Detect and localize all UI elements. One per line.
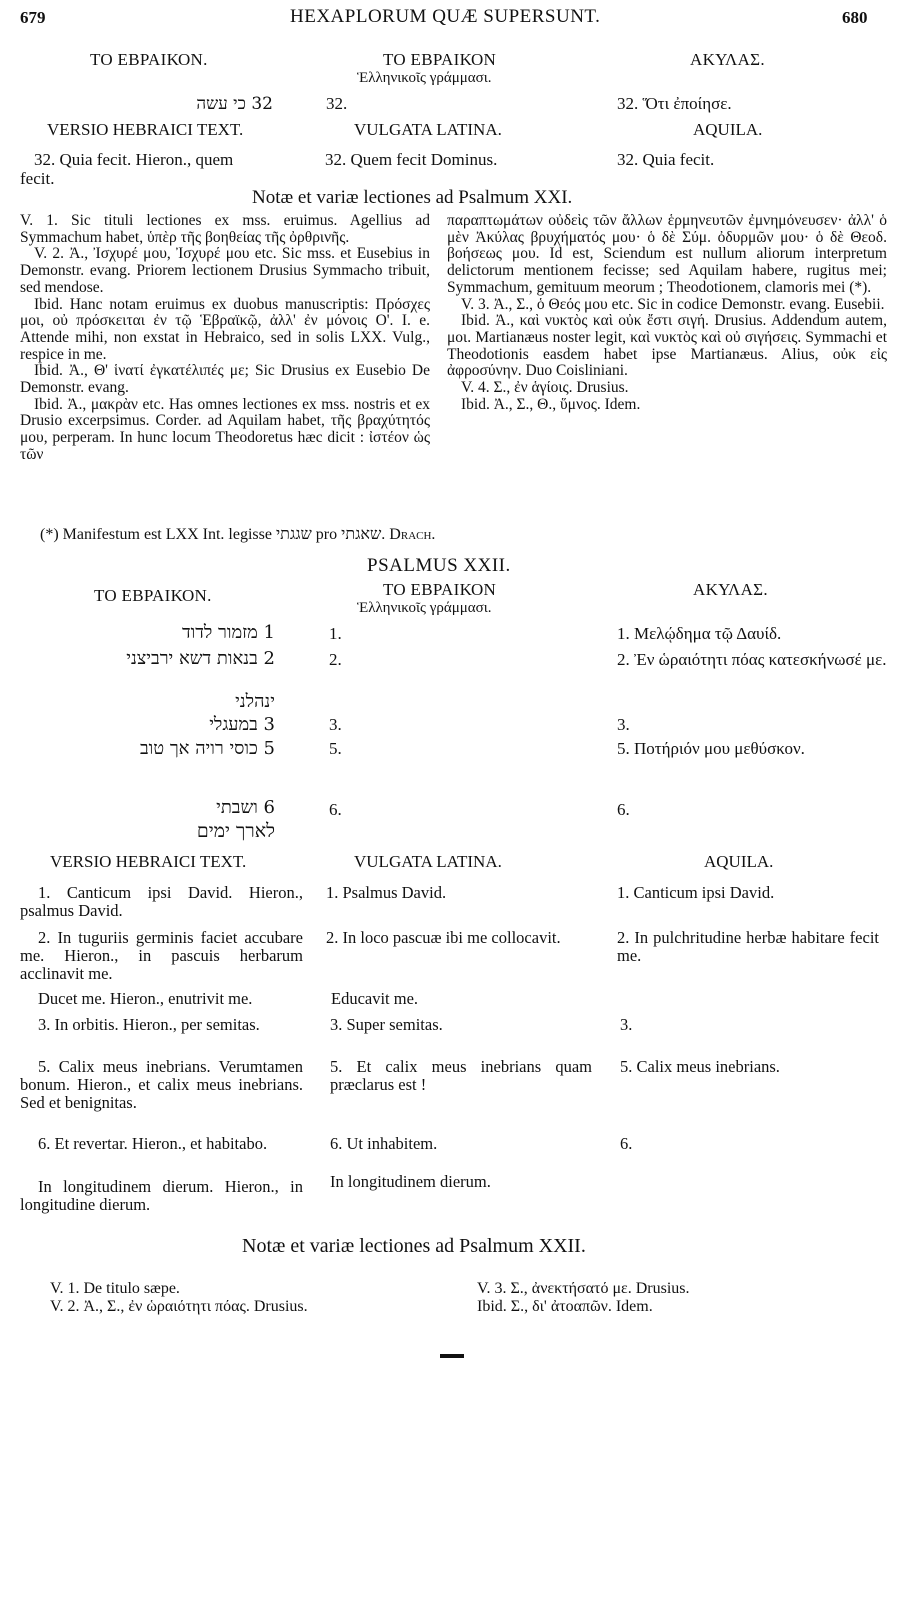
latin-line: 1. Canticum ipsi David. Hieron., psalmus David. — [20, 883, 303, 920]
transliteration-verse: 2. — [329, 650, 342, 669]
latin-verse-vulgata — [330, 1058, 592, 1094]
footnote-text: pro — [315, 526, 338, 543]
notes-21-right-column — [447, 213, 887, 413]
col-transliteration-subtitle: Ἑλληνικοῖς γράμμασι. — [357, 600, 492, 616]
notes-21-title: Notæ et variæ lectiones ad Psalmum XXI. — [252, 187, 573, 208]
hebrew-verse: 32 כי עשה — [196, 94, 273, 114]
notes-21-left-column — [20, 213, 430, 464]
hebrew-verse: 2 בנאות דשא ירביצני — [126, 648, 275, 669]
latin-head-vulgata: VULGATA LATINA. — [354, 120, 502, 139]
transliteration-verse: 5. — [329, 739, 342, 758]
transliteration-verse: 3. — [329, 715, 342, 734]
hebrew-verse: 1 מזמור לדוד — [181, 622, 275, 643]
latin-verse-aquila — [617, 884, 887, 902]
latin-line: 5. Calix meus inebrians. — [620, 1057, 780, 1076]
hebrew-verse: 3 במעגלי — [209, 714, 275, 735]
note-paragraph: Ibid. Ἀ., μακρὰν etc. Has omnes lectiones ex mss. nostris et ex Drusio excerpsimus. Corder. ad Aquilam habet, τῆς βραχύτητός μου, perperam. In hunc locum Theodoretus hæc dicit : ἰστέον ὡς τῶν — [20, 395, 430, 463]
latin-line: Educavit me. — [331, 989, 419, 1008]
latin-head-vulgata: VULGATA LATINA. — [354, 852, 502, 871]
latin-head-hebrew: VERSIO HEBRAICI TEXT. — [47, 120, 244, 139]
note-paragraph: Ibid. Ἀ., καὶ νυκτὸς καὶ οὐκ ἔστι σιγή. Drusius. Addendum autem, μοι. Martianæus noster legit, καὶ νυκτὸς καὶ οὐ σιγήσεις. Symmachi et Theodotionis easdem habet ipse Martianæus. Alius, οὐκ εἰς ἀφροσύνην. Duo Coisliniani. — [447, 312, 887, 380]
latin-verse-aquila — [617, 929, 879, 965]
hebrew-verse: ינהלני — [235, 691, 275, 712]
note-line: V. 1. De titulo sæpe. — [50, 1280, 180, 1297]
hebrew-verse: 6 ושבתי — [216, 797, 275, 818]
col-transliteration-title: ΤΟ ΕΒΡΑΙΚΟΝ — [383, 580, 497, 599]
note-line: V. 2. Ἀ., Σ., ἐν ὡραιότητι πόας. Drusius. — [50, 1298, 308, 1315]
latin-line: 5. Calix meus inebrians. Verumtamen bonum. Hieron., et calix meus inebrians. Sed et benignitas. — [20, 1057, 303, 1112]
latin-verse-vulgata — [330, 1135, 592, 1153]
hebrew-verse: 5 כוסי רויה אך טוב — [139, 738, 275, 759]
footnote-hebrew: שאגתי — [341, 524, 382, 543]
latin-line: Ducet me. Hieron., enutrivit me. — [38, 989, 253, 1008]
latin-verse-vulgata — [330, 1173, 592, 1191]
transliteration-verse: 1. — [329, 624, 342, 643]
latin-verse-aquila — [620, 1135, 882, 1153]
latin-line: 1. Canticum ipsi David. — [617, 883, 775, 902]
latin-verse-vulgata: 32. Quem fecit Dominus. — [325, 150, 498, 169]
note-paragraph: V. 4. Σ., ἐν ἁγίοις. Drusius. — [461, 379, 629, 397]
latin-verse-hebrew — [20, 884, 303, 920]
footnote — [40, 524, 435, 544]
page-number-left: 679 — [20, 8, 46, 27]
page-number-right: 680 — [842, 8, 868, 27]
latin-line: 2. In loco pascuæ ibi me collocavit. — [326, 928, 561, 947]
latin-line: 6. — [620, 1134, 633, 1153]
notes-22-title: Notæ et variæ lectiones ad Psalmum XXII. — [242, 1235, 586, 1257]
psalm-22-title: PSALMUS XXII. — [367, 555, 511, 576]
latin-verse-vulgata — [331, 990, 593, 1008]
latin-line: 3. Super semitas. — [330, 1015, 443, 1034]
aquila-verse: 5. Ποτήριόν μου μεθύσκον. — [617, 739, 805, 758]
latin-verse-hebrew: 32. Quia fecit. Hieron., quem — [34, 150, 234, 169]
aquila-verse: 1. Μελῴδημα τῷ Δαυίδ. — [617, 624, 782, 643]
note-paragraph: Ibid. Ἀ., Σ., Θ., ὕμνος. Idem. — [461, 395, 641, 413]
col-hebrew-title: ΤΟ ΕΒΡΑΙΚΟΝ. — [94, 586, 212, 605]
footnote-hebrew: שגגתי — [275, 524, 312, 543]
latin-line: 6. Et revertar. Hieron., et habitabo. — [38, 1134, 268, 1153]
aquila-verse: 2. Ἐν ὡραιότητι πόας κατεσκήνωσέ με. — [617, 650, 887, 669]
running-title: HEXAPLORUM QUÆ SUPERSUNT. — [290, 6, 601, 27]
hebrew-verse: לארך ימים — [196, 820, 275, 842]
end-rule — [440, 1354, 464, 1358]
note-line: V. 3. Σ., ἀνεκτήσατό με. Drusius. — [477, 1280, 690, 1297]
note-line: Ibid. Σ., δι' ἀτοαπῶν. Idem. — [477, 1298, 653, 1315]
col-transliteration-subtitle: Ἑλληνικοῖς γράμμασι. — [357, 70, 492, 86]
note-paragraph: V. 3. Ἀ., Σ., ὁ Θεός μου etc. Sic in codice Demonstr. evang. Eusebii. — [461, 295, 885, 313]
transliteration-verse: 32. — [326, 94, 348, 113]
latin-verse-hebrew — [20, 1135, 303, 1153]
latin-line: 1. Psalmus David. — [326, 883, 447, 902]
latin-head-aquila: AQUILA. — [704, 852, 774, 871]
latin-verse-aquila — [620, 1058, 882, 1076]
latin-line: In longitudinem dierum. Hieron., in longitudine dierum. — [20, 1177, 303, 1214]
latin-verse-hebrew-cont: fecit. — [20, 169, 55, 188]
aquila-verse: 6. — [617, 800, 630, 819]
latin-line: 5. Et calix meus inebrians quam præclarus est ! — [330, 1057, 592, 1094]
latin-head-aquila: AQUILA. — [693, 120, 763, 139]
latin-verse-vulgata — [326, 929, 588, 947]
col-aquila-title: ΑΚΥΛΑΣ. — [690, 50, 765, 69]
latin-verse-aquila — [620, 1016, 882, 1034]
latin-verse-hebrew — [20, 1058, 303, 1112]
latin-line: In longitudinem dierum. — [330, 1172, 491, 1191]
footnote-signature: . Drach. — [381, 526, 436, 543]
latin-line: 2. In pulchritudine herbæ habitare fecit me. — [617, 928, 879, 965]
latin-verse-hebrew — [20, 990, 303, 1008]
note-paragraph: Ibid. Ἀ., Θ' ἱνατί ἐγκατέλιπές με; Sic Drusius ex Eusebio De Demonstr. evang. — [20, 362, 430, 397]
note-paragraph: V. 1. Sic tituli lectiones ex mss. eruimus. Agellius ad Symmachum habet, ὑπὲρ τῆς βοηθείας τῆς ὀρθρινῆς. — [20, 212, 430, 246]
latin-verse-vulgata — [326, 884, 596, 902]
latin-verse-hebrew — [20, 1178, 303, 1214]
footnote-text: (*) Manifestum est LXX Int. legisse — [40, 526, 272, 543]
latin-verse-hebrew — [20, 1016, 303, 1034]
latin-line: 6. Ut inhabitem. — [330, 1134, 438, 1153]
note-paragraph: παραπτωμάτων οὐδεὶς τῶν ἄλλων ἑρμηνευτῶν ἐμνημόνευσεν· ἀλλ' ὁ μὲν Ἀκύλας βρυχήματός μου· ὁ δὲ Σύμ. ὀδυρμῶν μου· ὁ δὲ Θεοδ. βοήσεως μου. Id est, Sciendum est nullum aliorum interpretum delictorum mentionem fecisse; sed Aquilam habere, rugitus mei; Symmachum, gemituum meorum ; Theodotionem, clamoris mei (*). — [447, 212, 887, 296]
latin-line: 3. — [620, 1015, 633, 1034]
latin-head-hebrew: VERSIO HEBRAICI TEXT. — [50, 852, 247, 871]
transliteration-verse: 6. — [329, 800, 342, 819]
aquila-verse: 32. Ὅτι ἐποίησε. — [617, 94, 732, 113]
note-paragraph: V. 2. Ἀ., Ἰσχυρέ μου, Ἰσχυρέ μου etc. Sic mss. et Eusebius in Demonstr. evang. Priorem lectionem Drusius Symmacho tribuit, sed mendose. — [20, 245, 430, 296]
latin-verse-vulgata — [330, 1016, 592, 1034]
aquila-verse: 3. — [617, 715, 630, 734]
col-transliteration-title: ΤΟ ΕΒΡΑΙΚΟΝ — [383, 50, 497, 69]
note-paragraph: Ibid. Hanc notam eruimus ex duobus manuscriptis: Πρόσχες μοι, οὐ πρόσκειται ἐν τῷ Ἑβραϊκῷ, ἀλλ' ἐν μόνοις Ο'. I. e. Attende mihi, non exstat in Hebraico, sed in solis LXX. Vulg., respice in me. — [20, 295, 430, 363]
latin-verse-hebrew — [20, 929, 303, 983]
latin-verse-aquila: 32. Quia fecit. — [617, 150, 715, 169]
latin-line: 3. In orbitis. Hieron., per semitas. — [38, 1015, 260, 1034]
col-aquila-title: ΑΚΥΛΑΣ. — [693, 580, 768, 599]
latin-line: 2. In tuguriis germinis faciet accubare me. Hieron., in pascuis herbarum acclinavit me. — [20, 928, 303, 983]
col-hebrew-title: ΤΟ ΕΒΡΑΙΚΟΝ. — [90, 50, 208, 69]
